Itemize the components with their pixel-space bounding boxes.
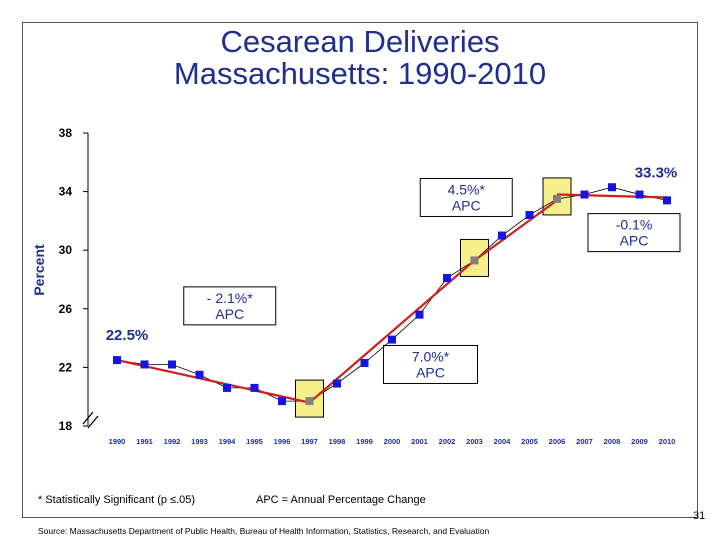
x-tick-label: 2005	[521, 437, 538, 446]
segment1-label-value: - 2.1%*	[206, 289, 253, 306]
y-tick-label: 38	[58, 126, 72, 140]
source-note: Source: Massachusetts Department of Public Health, Bureau of Health Information, Statistics, Research, and Evaluation	[38, 526, 490, 536]
x-tick-label: 1992	[163, 437, 181, 446]
data-point	[333, 380, 341, 388]
end-value-label: 33.3%	[634, 164, 678, 182]
chart-title-line-1: Cesarean Deliveries	[220, 24, 500, 59]
x-tick-label: 2002	[438, 437, 456, 446]
x-tick-label: 2008	[603, 437, 621, 446]
axis-break-mark	[88, 416, 98, 428]
chart-text	[31, 126, 677, 446]
highlighted-data-point	[306, 397, 314, 405]
highlighted-data-point	[471, 256, 479, 264]
x-tick-label: 1993	[191, 437, 208, 446]
data-point	[663, 196, 671, 204]
data-point	[636, 191, 644, 199]
data-point	[141, 360, 149, 368]
data-point	[251, 384, 259, 392]
x-tick-label: 2003	[466, 437, 483, 446]
y-tick-label: 22	[58, 360, 72, 375]
x-tick-label: 2009	[631, 437, 648, 446]
segment3-label-value: 4.5%*	[447, 181, 485, 198]
y-axis-label: Percent	[31, 244, 47, 296]
chart-title-line-2: Massachusetts: 1990-2010	[173, 56, 547, 91]
chart-axes	[83, 133, 98, 428]
data-point	[526, 211, 534, 219]
data-point	[223, 384, 231, 392]
footnote-apc: APC = Annual Percentage Change	[256, 494, 426, 506]
data-point	[196, 371, 204, 379]
data-point	[113, 356, 121, 364]
trend-segment-line	[557, 195, 667, 198]
data-point	[388, 336, 396, 344]
x-tick-label: 2010	[658, 437, 676, 446]
y-tick-label: 30	[58, 243, 72, 258]
data-point	[361, 359, 369, 367]
data-point	[416, 311, 424, 319]
segment2-label-apc: APC	[416, 364, 445, 381]
x-tick-label: 2004	[493, 437, 511, 446]
x-tick-label: 1994	[218, 437, 236, 446]
data-point	[498, 232, 506, 240]
x-tick-label: 2001	[411, 437, 428, 446]
x-tick-label: 1997	[301, 437, 318, 446]
data-point	[581, 191, 589, 199]
x-tick-label: 1995	[246, 437, 263, 446]
data-point	[168, 360, 176, 368]
x-tick-label: 1999	[356, 437, 373, 446]
start-value-label: 22.5%	[105, 327, 149, 345]
segment4-label-value: -0.1%	[615, 216, 653, 233]
page-number: 31	[693, 510, 706, 522]
y-tick-label: 26	[58, 301, 72, 316]
x-tick-label: 1998	[328, 437, 346, 446]
x-tick-label: 1991	[136, 437, 153, 446]
data-point	[278, 397, 286, 405]
y-tick-label: 34	[58, 184, 72, 199]
x-tick-label: 1990	[108, 437, 126, 446]
highlighted-data-point	[553, 195, 561, 203]
footnote-significance: * Statistically Significant (p ≤.05)	[38, 494, 196, 506]
x-tick-label: 2007	[576, 437, 593, 446]
x-tick-label: 2000	[383, 437, 401, 446]
segment3-label-apc: APC	[451, 197, 481, 214]
y-tick-label: 18	[58, 419, 72, 433]
data-point	[608, 183, 616, 191]
data-point	[443, 274, 451, 282]
segment2-label-value: 7.0%*	[411, 348, 450, 365]
x-tick-label: 1996	[273, 437, 291, 446]
x-tick-label: 2006	[548, 437, 566, 446]
segment1-label-apc: APC	[215, 305, 245, 322]
segment4-label-apc: APC	[619, 232, 649, 249]
